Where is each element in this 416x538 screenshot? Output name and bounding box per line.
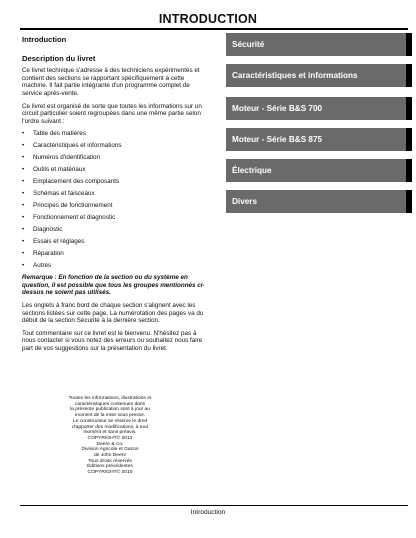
remark-note: Remarque : En fonction de la section ou du système en question, il est possible que tous les groupes mentionnés ci-dessus ne soient pas utilisés. <box>22 274 205 297</box>
notice-line: Toutes les informations, illustrations et <box>68 396 152 401</box>
footer-rule <box>20 505 408 506</box>
tab-label: Moteur - Série B&S 700 <box>232 104 323 113</box>
page-title: INTRODUCTION <box>158 12 258 26</box>
list-item: • Diagnostic <box>22 226 208 234</box>
page-footer: Introduction <box>190 509 226 516</box>
paragraph-1: Ce livret technique s'adresse à des techniciens expérimentés et contient des sections se rapportant spécifiquement à cette machine. Il fait partie intégrante d'un programme complet de service après-vente. <box>22 67 200 97</box>
tab-edge-marker <box>406 190 412 213</box>
copyright-notice <box>60 396 160 476</box>
list-item: • Autres <box>22 262 208 270</box>
tab-label: Électrique <box>232 166 272 175</box>
section-tabs <box>226 33 406 221</box>
list-item: • Fonctionnement et diagnostic <box>22 214 208 222</box>
list-item: • Outils et matériaux <box>22 166 208 174</box>
tab-label: Sécurité <box>232 40 265 49</box>
list-item: • Numéros d'identification <box>22 154 208 162</box>
section-heading: Introduction <box>22 35 67 44</box>
notice-line: Deere & Co. <box>96 441 124 447</box>
notice-line: COPYRIGHT© 2010 <box>87 470 133 476</box>
notice-line: de John Deere <box>93 453 127 459</box>
tab-edge-marker <box>406 64 412 87</box>
notice-line: caractéristiques contenues dans <box>74 401 146 407</box>
paragraph-3: Les onglets à franc bord de chaque section s'alignent avec les sections listées sur cette page. La numérotation des pages va du début de la section Sécurité à la dernière section. <box>22 301 204 325</box>
tab-label: Moteur - Série B&S 875 <box>232 135 323 144</box>
section-order-list <box>22 130 208 269</box>
intro-text-column <box>22 36 208 358</box>
list-item: • Essais et réglages <box>22 238 208 246</box>
list-item: • Principes de fonctionnement <box>22 202 208 210</box>
tab-electrique[interactable] <box>226 159 406 182</box>
list-item: • Table des matières <box>22 130 208 138</box>
notice-line: moment et sans préavis. <box>83 430 137 436</box>
tab-edge-marker <box>406 97 412 120</box>
notice-line: moment de la mise sous presse. <box>74 413 146 419</box>
list-item: • Caractéristiques et informations <box>22 142 208 150</box>
paragraph-2: Ce livret est organisé de sorte que toutes les informations sur un circuit particulier soient regroupées dans une même partie selon l'ordre suivant : <box>22 102 202 125</box>
notice-line: Division Agricole et Gazon <box>81 447 139 453</box>
notice-line: la présente publication sont à jour au <box>70 407 150 413</box>
notice-line: d'apporter des modifications, à tout <box>72 424 148 430</box>
list-item: • Schémas et faisceaux <box>22 190 208 198</box>
tab-edge-marker <box>406 33 412 56</box>
list-item: • Réparation <box>22 250 208 258</box>
notice-line: Tous droits réservés <box>88 458 132 464</box>
list-item: • Emplacement des composants <box>22 178 208 186</box>
tab-label: Caractéristiques et informations <box>232 71 358 80</box>
subsection-heading: Description du livret <box>22 53 96 63</box>
tab-divers[interactable] <box>226 190 406 213</box>
tab-caracteristiques[interactable] <box>226 64 406 87</box>
tab-securite[interactable] <box>226 33 406 56</box>
tab-moteur-700[interactable] <box>226 97 406 120</box>
tab-moteur-875[interactable] <box>226 128 406 151</box>
notice-line: Éditions précédentes <box>87 464 133 470</box>
tab-edge-marker <box>406 159 412 182</box>
tab-label: Divers <box>232 197 258 206</box>
notice-line: Le constructeur se réserve le droit <box>73 418 147 424</box>
tab-edge-marker <box>406 128 412 151</box>
notice-line: COPYRIGHT© 2013 <box>87 435 133 441</box>
paragraph-4: Tout commentaire sur ce livret est le bienvenu. N'hésitez pas à nous contacter si vous notez des erreurs ou souhaitez nous faire part de vos suggestions sur la présentation du livret. <box>22 329 203 352</box>
header-rule <box>20 28 408 30</box>
